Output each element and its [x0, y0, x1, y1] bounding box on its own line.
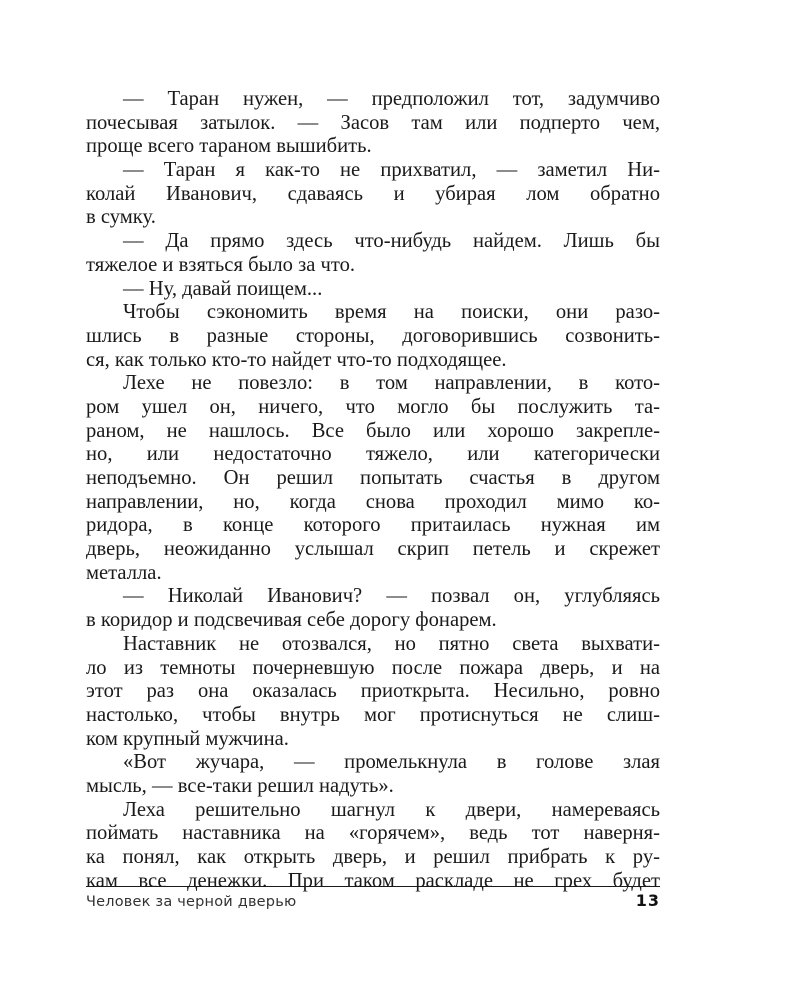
text-line: мысль, — все-таки решил надуть». — [86, 774, 394, 797]
body-text — [86, 88, 660, 893]
text-line: ком крупный мужчина. — [86, 727, 289, 750]
text-line: поймать наставника на «горячем», ведь тот наверня- — [86, 822, 660, 845]
text-line: — Да прямо здесь что-нибудь найдем. Лишь бы — [123, 230, 660, 253]
text-line: — Николай Иванович? — позвал он, углубляясь — [123, 585, 660, 608]
text-line: — Таран я как-то не прихватил, — заметил Ни- — [123, 159, 660, 182]
text-line: но, или недостаточно тяжело, или категорически — [86, 443, 660, 466]
text-line: дверь, неожиданно услышал скрип петель и скрежет — [86, 538, 660, 561]
text-line: ридора, в конце которого притаилась нужная им — [86, 514, 660, 537]
text-line: ка понял, как открыть дверь, и решил прибрать к ру- — [86, 846, 660, 868]
text-line: металла. — [86, 561, 162, 584]
text-line: — Ну, давай поищем... — [123, 277, 323, 300]
page-number: 13 — [635, 891, 660, 910]
page-footer — [86, 886, 660, 910]
text-line: кам все денежки. При таком раскладе не грех будет — [86, 869, 660, 892]
text-line: настолько, чтобы внутрь мог протиснуться не слиш- — [86, 703, 660, 726]
text-line: Леха решительно шагнул к двери, намереваясь — [123, 798, 660, 821]
text-line: ло из темноты почерневшую после пожара дверь, и на — [86, 656, 660, 679]
text-line: Лехе не повезло: в том направлении, в кото- — [123, 372, 660, 395]
text-line: шлись в разные стороны, договорившись созвонить- — [86, 324, 660, 347]
text-line: направлении, но, когда снова проходил мимо ко- — [86, 490, 660, 513]
text-line: Чтобы сэкономить время на поиски, они разо- — [123, 301, 660, 324]
text-line: почесывая затылок. — Засов там или подперто чем, — [86, 111, 660, 134]
running-title: Человек за черной дверью — [86, 894, 297, 910]
text-line: колай Иванович, сдаваясь и убирая лом обратно — [86, 182, 660, 205]
text-line: проще всего тараном вышибить. — [86, 135, 372, 158]
text-line: неподъемно. Он решил попытать счастья в другом — [86, 467, 660, 489]
text-line: этот раз она оказалась приоткрыта. Несильно, ровно — [86, 680, 660, 703]
text-line: раном, не нашлось. Все было или хорошо закрепле- — [86, 419, 660, 442]
text-line: в коридор и подсвечивая себе дорогу фонарем. — [86, 609, 497, 632]
text-line: тяжелое и взяться было за что. — [86, 253, 356, 276]
text-line: «Вот жучара, — промелькнула в голове злая — [123, 751, 660, 774]
text-line: ром ушел он, ничего, что могло бы послужить та- — [86, 395, 660, 418]
text-line: в сумку. — [86, 206, 156, 229]
text-line: ся, как только кто-то найдет что-то подходящее. — [86, 348, 507, 371]
page-body — [86, 88, 660, 893]
text-line: — Таран нужен, — предположил тот, задумчиво — [123, 88, 660, 110]
text-line: Наставник не отозвался, но пятно света выхвати- — [123, 632, 660, 655]
